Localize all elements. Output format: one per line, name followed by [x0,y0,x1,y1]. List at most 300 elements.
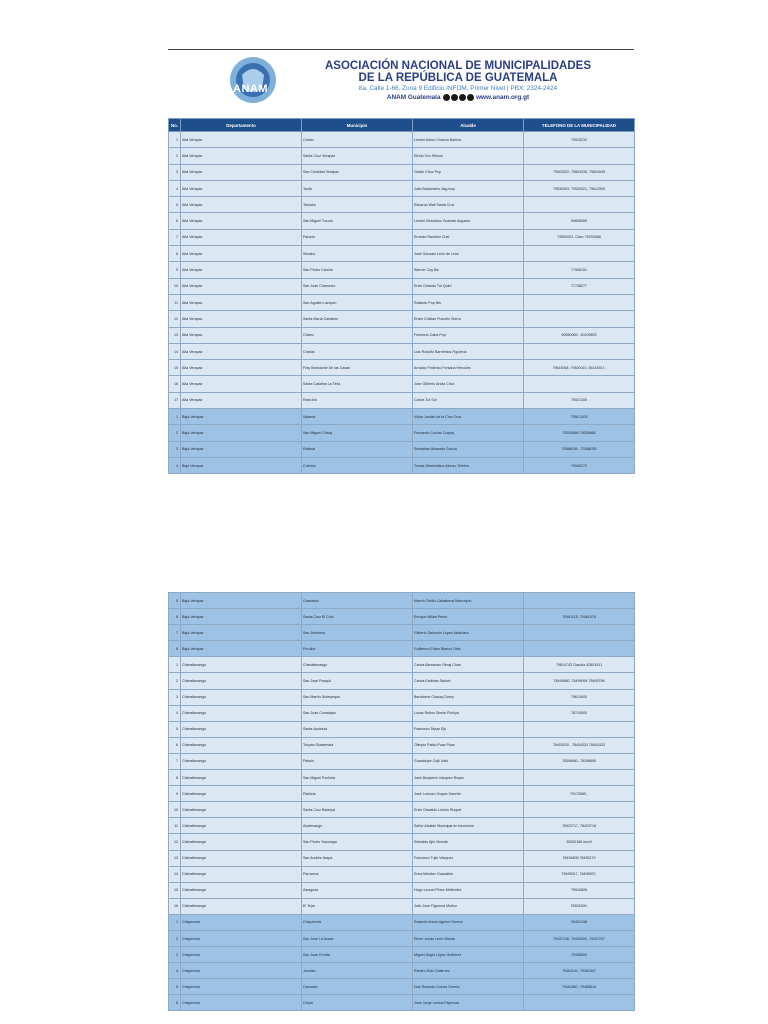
table-row [169,963,635,979]
cell-telefono: 79253668 79535666 [524,425,635,441]
table-row [169,753,635,769]
cell-departamento: Alta Verapaz [181,229,302,245]
cell-no: 8 [169,246,181,262]
cell-telefono [524,197,635,213]
cell-departamento: Chimaltenango [181,786,302,802]
cell-alcalde: Werner Coy Ba [413,262,524,278]
cell-departamento: Chimaltenango [181,705,302,721]
cell-departamento: Alta Verapaz [181,343,302,359]
cell-no: 17 [169,392,181,408]
document-page-2 [168,592,634,1011]
cell-municipio: Cubulco [302,457,413,473]
cell-departamento: Chimaltenango [181,657,302,673]
table-row [169,641,635,657]
cell-no: 10 [169,802,181,818]
cell-municipio: Chimaltenango [302,657,413,673]
cell-departamento: Chiquimula [181,979,302,995]
cell-alcalde: Guadalupe Cojtí Xalú [413,753,524,769]
cell-departamento: Chimaltenango [181,882,302,898]
cell-municipio: El Tejar [302,898,413,914]
cell-alcalde: José Gonzalo León de León [413,246,524,262]
cell-telefono: 78499680, 78499094 78499798 [524,673,635,689]
cell-municipio: San José Poaquil [302,673,413,689]
cell-departamento: Alta Verapaz [181,213,302,229]
document-page-1 [168,49,634,474]
cell-alcalde: Julio Baldomero Jiag Ivoy [413,180,524,196]
cell-telefono [524,641,635,657]
cell-telefono: 78403030 , 78404333 78404332 [524,737,635,753]
table-row [169,213,635,229]
cell-municipio: Chahal [302,343,413,359]
youtube-icon [467,94,474,101]
cell-departamento: Chiquimula [181,995,302,1011]
cell-municipio: Jocotán [302,963,413,979]
cell-municipio: San Agustín Lanquín [302,294,413,310]
cell-telefono: 78398481, 78398695 [524,753,635,769]
cell-no: 1 [169,657,181,673]
table-row [169,947,635,963]
cell-no: 6 [169,213,181,229]
table-row [169,246,635,262]
table-row [169,689,635,705]
cell-telefono [524,376,635,392]
cell-telefono: 79388026 , 79388035 [524,441,635,457]
cell-departamento: Chimaltenango [181,689,302,705]
cell-telefono: 78710500 [524,705,635,721]
table-row [169,979,635,995]
cell-municipio: Granados [302,593,413,609]
cell-departamento: Alta Verapaz [181,148,302,164]
cell-departamento: Alta Verapaz [181,164,302,180]
cell-telefono [524,311,635,327]
cell-telefono: 78494605 78495179 [524,850,635,866]
cell-telefono: 30052166 movil [524,834,635,850]
cell-no: 2 [169,425,181,441]
cell-alcalde: Florencio Caba Pop [413,327,524,343]
cell-municipio: Raxruhá [302,392,413,408]
table-row [169,834,635,850]
cell-municipio: San Martín Jilotepeque [302,689,413,705]
table-row [169,376,635,392]
cell-no: 9 [169,262,181,278]
cell-no: 7 [169,625,181,641]
cell-municipio: Tactic [302,180,413,196]
logo-text: ANAM [233,83,268,95]
cell-alcalde: Efraín Cux Rincón [413,148,524,164]
table-row [169,593,635,609]
cell-municipio: Santa María Cahabón [302,311,413,327]
cell-no: 13 [169,327,181,343]
cell-telefono: 79515232 [524,132,635,148]
cell-municipio: Santa Cruz El Chol [302,609,413,625]
cell-alcalde: Ervin Orlando Tut Quim [413,278,524,294]
cell-departamento: Chimaltenango [181,673,302,689]
cell-departamento: Baja Verapaz [181,409,302,425]
cell-alcalde: Ovidio Choc Pop [413,164,524,180]
table-row [169,180,635,196]
cell-municipio: San Pedro Yepocapa [302,834,413,850]
facebook-icon [443,94,450,101]
table-row [169,441,635,457]
cell-no: 5 [169,593,181,609]
cell-municipio: Rabinal [302,441,413,457]
table-row [169,392,635,408]
cell-municipio: Acatenango [302,818,413,834]
table-row [169,609,635,625]
cell-telefono [524,802,635,818]
table-row [169,343,635,359]
cell-telefono [524,995,635,1011]
cell-alcalde: Erwin Cristian Pozuelo Sierra [413,311,524,327]
cell-telefono: 79437236, 79436300, 79437237 [524,930,635,946]
anam-logo-icon [224,55,282,105]
cell-telefono [524,148,635,164]
cell-alcalde: Sebastian Alvarado García [413,441,524,457]
cell-no: 12 [169,834,181,850]
organization-block [288,60,628,103]
table-row [169,311,635,327]
cell-no: 4 [169,457,181,473]
cell-no: 3 [169,164,181,180]
cell-municipio: Santa Cruz Verapáz [302,148,413,164]
cell-municipio: San Juan Chamelco [302,278,413,294]
cell-telefono: 79539303, 79539321, 79612500 [524,180,635,196]
cell-telefono: 77906151 [524,262,635,278]
table-row [169,229,635,245]
cell-alcalde: Carlos Tut Sol [413,392,524,408]
cell-alcalde: Reinaldo Ajiú Vicente [413,834,524,850]
cell-departamento: Alta Verapaz [181,360,302,376]
cell-alcalde: Señor Alcalde Municipal en funciones [413,818,524,834]
cell-telefono: 79461141, 79461547 [524,963,635,979]
cell-telefono [524,593,635,609]
cell-telefono [524,770,635,786]
table-row [169,164,635,180]
cell-telefono: 79481115, 79481576 [524,609,635,625]
cell-municipio: Parramos [302,866,413,882]
table-row [169,898,635,914]
cell-alcalde: Tomás Maximiliano Alonso Telebro [413,457,524,473]
cell-departamento: Alta Verapaz [181,278,302,294]
cell-no: 7 [169,753,181,769]
cell-municipio: San Miguel Chicaj [302,425,413,441]
cell-alcalde: Enrique Milián Pérez [413,609,524,625]
cell-alcalde: Olimpio Pablo Puac Puac [413,737,524,753]
municipalities-table-page-1 [168,118,635,474]
cell-no: 8 [169,770,181,786]
cell-departamento: Baja Verapaz [181,457,302,473]
table-body-page-1 [169,132,635,474]
column-header-departamento: Departamento [181,119,302,132]
cell-alcalde: Leonel Arturo Chacón Barrios [413,132,524,148]
municipalities-table-page-2 [168,592,635,1011]
cell-no: 3 [169,441,181,457]
cell-alcalde: Hugo Leonel Pérez Meléndez [413,882,524,898]
cell-telefono: 59808059 [524,213,635,229]
cell-municipio: Purulhá [302,641,413,657]
cell-telefono: 30431438 [524,914,635,930]
cell-alcalde: Fernando Cuxúm Cuquej [413,425,524,441]
cell-no: 6 [169,609,181,625]
cell-no: 16 [169,898,181,914]
cell-alcalde: Rolando Arturo Aguirre Guerra [413,914,524,930]
cell-telefono: 79461867, 79465616 [524,979,635,995]
cell-departamento: Chiquimula [181,914,302,930]
cell-alcalde: Ramiro Díaz Gutiérrez [413,963,524,979]
cell-alcalde: Ernesto Ramírez Cuel [413,229,524,245]
cell-departamento: Baja Verapaz [181,593,302,609]
letterhead [168,49,634,118]
cell-no: 16 [169,376,181,392]
cell-alcalde: Lucas Rufino Simón Pichiyá [413,705,524,721]
cell-departamento: Alta Verapaz [181,132,302,148]
cell-municipio: Panzós [302,229,413,245]
cell-telefono: 79503022, 79504335, 79504545 [524,164,635,180]
cell-no: 15 [169,360,181,376]
cell-municipio: San Miguel Tucurú [302,213,413,229]
cell-no: 6 [169,737,181,753]
table-row [169,327,635,343]
cell-telefono: 50060083 , 40109893 [524,327,635,343]
cell-municipio: Tamahú [302,197,413,213]
cell-no: 2 [169,930,181,946]
cell-no: 13 [169,850,181,866]
cell-no: 4 [169,180,181,196]
cell-no: 3 [169,947,181,963]
cell-no: 5 [169,721,181,737]
cell-telefono: 79438500 [524,947,635,963]
cell-telefono: 79521305 [524,392,635,408]
cell-municipio: Zaragoza [302,882,413,898]
table-row [169,930,635,946]
cell-no: 7 [169,229,181,245]
table-row [169,657,635,673]
column-header-alcalde: Alcalde [413,119,524,132]
cell-municipio: Santa Apolonia [302,721,413,737]
cell-departamento: Chimaltenango [181,850,302,866]
cell-departamento: Alta Verapaz [181,197,302,213]
cell-alcalde: Carlos Alexander Simaj Chan [413,657,524,673]
cell-no: 4 [169,963,181,979]
cell-departamento: Baja Verapaz [181,425,302,441]
cell-departamento: Chiquimula [181,947,302,963]
table-row [169,818,635,834]
cell-departamento: Alta Verapaz [181,262,302,278]
cell-telefono: 79614743 Claudia 42803431 [524,657,635,673]
cell-municipio: San Juan Comalapa [302,705,413,721]
cell-departamento: Alta Verapaz [181,180,302,196]
table-row [169,770,635,786]
cell-municipio: San Juan Ermita [302,947,413,963]
cell-departamento: Chimaltenango [181,770,302,786]
cell-alcalde: Francisco Tujiú Vásquez [413,850,524,866]
cell-departamento: Chimaltenango [181,737,302,753]
cell-departamento: Chimaltenango [181,753,302,769]
table-row [169,866,635,882]
column-header-municipio: Municipio [302,119,413,132]
cell-departamento: Chimaltenango [181,898,302,914]
table-row [169,850,635,866]
cell-municipio: Olopa [302,995,413,1011]
cell-no: 10 [169,278,181,294]
cell-municipio: Tecpán Guatemala [302,737,413,753]
cell-municipio: Chiquimula [302,914,413,930]
cell-municipio: Santa Catalina La Tinta [302,376,413,392]
cell-no: 4 [169,705,181,721]
cell-no: 11 [169,294,181,310]
table-row [169,197,635,213]
cell-no: 14 [169,343,181,359]
cell-municipio: San Miguel Pochuta [302,770,413,786]
table-row [169,425,635,441]
cell-municipio: San Andrés Itzapa [302,850,413,866]
table-body-page-2 [169,593,635,1011]
table-row [169,737,635,753]
cell-alcalde: Julio José Figueroa Muñoz [413,898,524,914]
cell-municipio: Patzicia [302,786,413,802]
table-row [169,457,635,473]
cell-alcalde: Eduardo Wall Santa Cruz [413,197,524,213]
cell-telefono: 79540272 [524,457,635,473]
table-row [169,914,635,930]
cell-alcalde: Leonel Victoriano Guzmán Argueta [413,213,524,229]
cell-alcalde: Carlos Estéban Saloch [413,673,524,689]
cell-municipio: Fray Bartolomé De las Casas [302,360,413,376]
cell-no: 14 [169,866,181,882]
cell-no: 2 [169,148,181,164]
cell-no: 1 [169,132,181,148]
cell-telefono [524,343,635,359]
cell-no: 12 [169,311,181,327]
org-contact-line [288,93,628,103]
website-link[interactable]: www.anam.org.gt [476,94,530,101]
cell-departamento: Chimaltenango [181,802,302,818]
column-header-telefono: TELEFONO DE LA MUNICIPALIDAD [524,119,635,132]
cell-departamento: Chimaltenango [181,818,302,834]
cell-departamento: Chimaltenango [181,834,302,850]
cell-alcalde: Elmer Jonás León Villeda [413,930,524,946]
cell-telefono [524,721,635,737]
cell-telefono: 77748277 [524,278,635,294]
table-row [169,148,635,164]
table-row [169,705,635,721]
cell-departamento: Alta Verapaz [181,376,302,392]
cell-departamento: Chimaltenango [181,866,302,882]
cell-alcalde: Arnoldo Federico Fontana Hércules [413,360,524,376]
cell-municipio: San Jerónimo [302,625,413,641]
table-row [169,360,635,376]
cell-municipio: Patzún [302,753,413,769]
cell-departamento: Baja Verapaz [181,609,302,625]
cell-no: 15 [169,882,181,898]
cell-alcalde: Víctor Jordán de la Cruz Cruz [413,409,524,425]
cell-municipio: Camotán [302,979,413,995]
cell-municipio: Santa Cruz Balanyá [302,802,413,818]
cell-departamento: Baja Verapaz [181,441,302,457]
cell-alcalde: José Jorge Lemus Espinoza [413,995,524,1011]
table-row [169,625,635,641]
cell-alcalde: Guillermo Efraín Blanco Ortiz [413,641,524,657]
cell-departamento: Chiquimula [181,930,302,946]
cell-telefono: 79500001, Cam: 79203068 [524,229,635,245]
cell-no: 2 [169,673,181,689]
cell-municipio: Salamá [302,409,413,425]
cell-alcalde: Noé Rolando Guerra Guerra [413,979,524,995]
cell-alcalde: Ervin Oswaldo Lukem Roquel [413,802,524,818]
cell-telefono: 79613000 [524,689,635,705]
cell-departamento: Chiquimula [181,963,302,979]
cell-telefono: 7958 3100 [524,409,635,425]
cell-departamento: Baja Verapaz [181,641,302,657]
cell-telefono [524,246,635,262]
cell-telefono: 79615058 ,79520010, 55144917, [524,360,635,376]
cell-no: 3 [169,689,181,705]
cell-municipio: Senahú [302,246,413,262]
cell-no: 5 [169,197,181,213]
table-row [169,278,635,294]
table-row [169,995,635,1011]
table-row [169,802,635,818]
cell-no: 5 [169,979,181,995]
cell-telefono [524,625,635,641]
table-row [169,409,635,425]
table-row [169,262,635,278]
org-name-line2: DE LA REPÚBLICA DE GUATEMALA [358,72,558,84]
table-header-row [169,119,635,132]
cell-alcalde: Bartolomé Chacaj Cimey [413,689,524,705]
cell-alcalde: José Lorenzo Xoquic Sanche [413,786,524,802]
org-name-line1: ASOCIACIÓN NACIONAL DE MUNICIPALIDADES [325,60,591,72]
cell-no: 1 [169,409,181,425]
cell-departamento: Alta Verapaz [181,327,302,343]
cell-no: 11 [169,818,181,834]
cell-no: 8 [169,641,181,657]
cell-municipio: San José La Arada [302,930,413,946]
cell-no: 1 [169,914,181,930]
cell-no: 9 [169,786,181,802]
cell-departamento: Baja Verapaz [181,625,302,641]
cell-telefono: 78423717, 78423716 [524,818,635,834]
cell-municipio: San Cristóbal Verapaz [302,164,413,180]
cell-municipio: Chisec [302,327,413,343]
instagram-icon [459,94,466,101]
table-row [169,721,635,737]
cell-departamento: Alta Verapaz [181,246,302,262]
cell-departamento: Alta Verapaz [181,311,302,327]
cell-alcalde: Gilberto Salomón López Alcántara [413,625,524,641]
column-header-no: No. [169,119,181,132]
cell-municipio: San Pedro Carchá [302,262,413,278]
cell-departamento: Chimaltenango [181,721,302,737]
table-row [169,882,635,898]
table-row [169,673,635,689]
cell-alcalde: Miguel Ángel López Gutiérrez [413,947,524,963]
cell-telefono: 78495917, 78495597, [524,866,635,882]
org-address: 8a. Calle 1-66, Zona 9 Edificio INFOM, Primer Nivel | PBX: 2324-2424 [358,85,558,92]
table-row [169,786,635,802]
cell-alcalde: Erica Méndez Guacallón [413,866,524,882]
cell-telefono: 79170585 , [524,786,635,802]
cell-telefono: 79542828 [524,882,635,898]
cell-alcalde: Rolando Pop Nis [413,294,524,310]
cell-telefono [524,294,635,310]
cell-no: 6 [169,995,181,1011]
cell-alcalde: Luis Rodolfo Barrientos Figueroa [413,343,524,359]
cell-municipio: Cobán [302,132,413,148]
cell-alcalde: José Benjamín Vásquez Reyes [413,770,524,786]
cell-telefono: 78391500, [524,898,635,914]
cell-alcalde: Francisco Tepaz Ejú [413,721,524,737]
